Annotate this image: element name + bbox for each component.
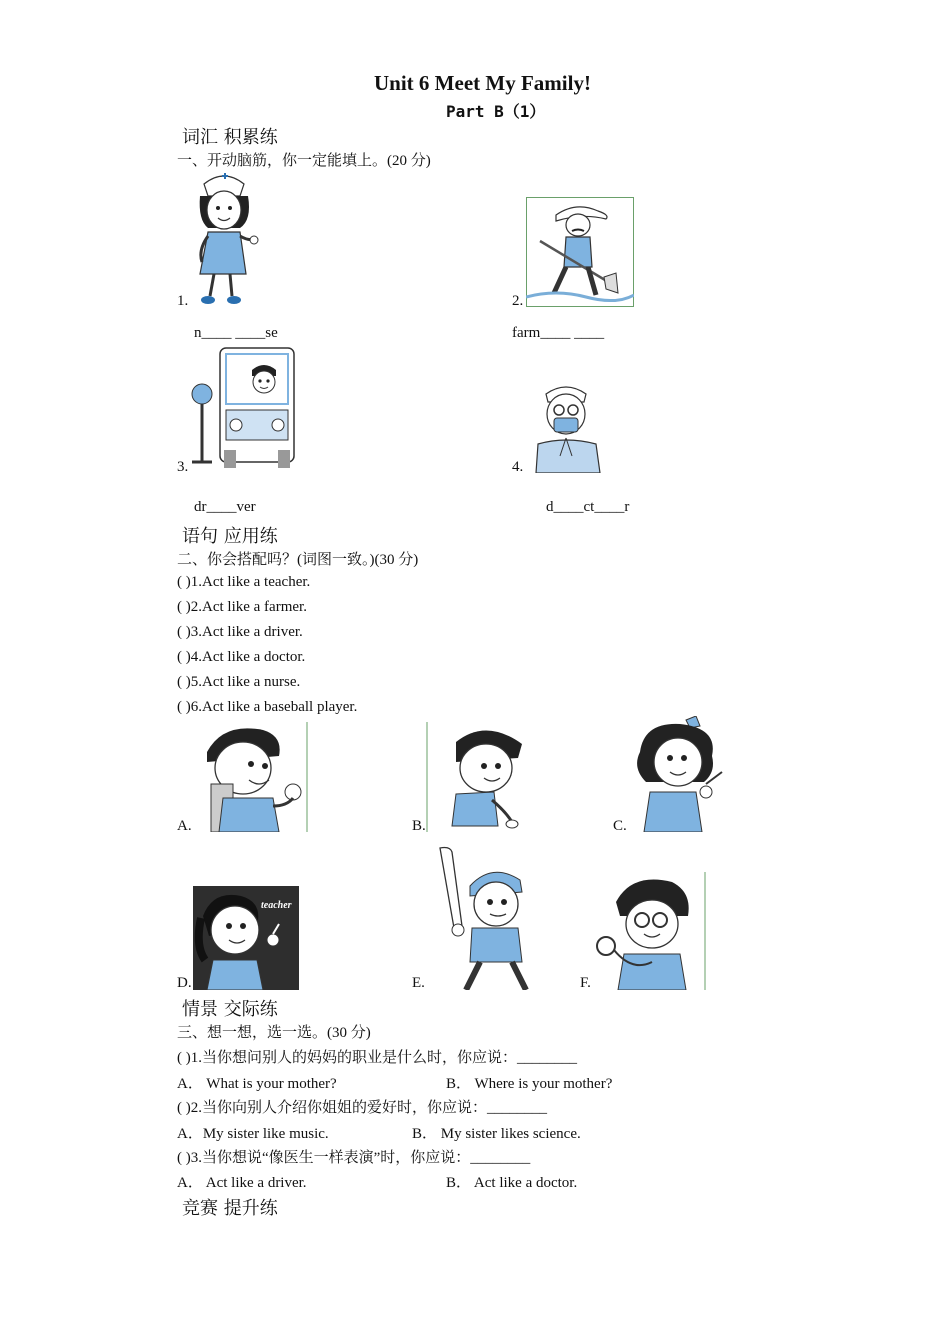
section-heading-situations: 情景 交际练: [182, 999, 278, 1020]
fill-blank-1: n____ ____se: [194, 325, 278, 341]
picture-label-f: F.: [580, 975, 591, 991]
question-2-option-b: B． My sister likes science.: [412, 1126, 581, 1142]
question-1-option-a: A． What is your mother?: [177, 1076, 337, 1092]
item-number-1: 1.: [177, 293, 189, 309]
picture-label-c: C.: [613, 818, 627, 834]
item-number-3: 3.: [177, 459, 189, 475]
section-heading-vocabulary: 词汇 积累练: [182, 127, 278, 148]
question-3-option-a: A． Act like a driver.: [177, 1175, 307, 1191]
picture-a-driver-kid: [193, 722, 308, 832]
picture-label-e: E.: [412, 975, 425, 991]
picture-f-doctor-kid: [592, 872, 706, 990]
item-number-4: 4.: [512, 459, 524, 475]
section-instruction-3: 三、想一想，选一选。(30 分): [177, 1025, 371, 1041]
section-heading-sentences: 语句 应用练: [182, 526, 278, 547]
doctor-illustration: [526, 380, 610, 473]
match-item-2: ( )2.Act like a farmer.: [177, 599, 307, 615]
board-text: teacher: [261, 900, 292, 911]
page-title: Unit 6 Meet My Family!: [374, 71, 591, 95]
fill-blank-2: farm____ ____: [512, 325, 605, 341]
picture-label-d: D.: [177, 975, 192, 991]
picture-d-teacher-girl: [193, 886, 299, 990]
farmer-illustration: [526, 197, 634, 307]
fill-blank-3: dr____ver: [194, 499, 256, 515]
section-instruction-2: 二、你会搭配吗？(词图一致。)(30 分): [177, 552, 419, 568]
picture-b-farmer-kid: [426, 722, 538, 832]
question-1: ( )1.当你想问别人的妈妈的职业是什么时，你应说：________: [177, 1050, 577, 1066]
question-3-option-b: B． Act like a doctor.: [446, 1175, 578, 1191]
question-1-option-b: B． Where is your mother?: [446, 1076, 613, 1092]
page-subtitle: Part B（1）: [446, 102, 546, 121]
match-item-4: ( )4.Act like a doctor.: [177, 649, 306, 665]
fill-blank-4: d____ct____r: [546, 499, 630, 515]
picture-label-a: A.: [177, 818, 192, 834]
match-item-6: ( )6.Act like a baseball player.: [177, 699, 358, 715]
picture-c-nurse-girl: [626, 716, 726, 832]
driver-illustration: [190, 346, 296, 472]
picture-e-baseball-player: [426, 846, 536, 990]
section-instruction-1: 一、开动脑筋，你一定能填上。(20 分): [177, 153, 431, 169]
question-2: ( )2.当你向别人介绍你姐姐的爱好时，你应说：________: [177, 1100, 547, 1116]
match-item-5: ( )5.Act like a nurse.: [177, 674, 301, 690]
match-item-1: ( )1.Act like a teacher.: [177, 574, 311, 590]
question-3: ( )3.当你想说“像医生一样表演”时，你应说：________: [177, 1150, 531, 1166]
item-number-2: 2.: [512, 293, 524, 309]
nurse-illustration: [190, 170, 260, 308]
question-2-option-a: A．My sister like music.: [177, 1126, 329, 1142]
match-item-3: ( )3.Act like a driver.: [177, 624, 303, 640]
section-heading-competition: 竞赛 提升练: [182, 1198, 278, 1219]
picture-label-b: B.: [412, 818, 426, 834]
